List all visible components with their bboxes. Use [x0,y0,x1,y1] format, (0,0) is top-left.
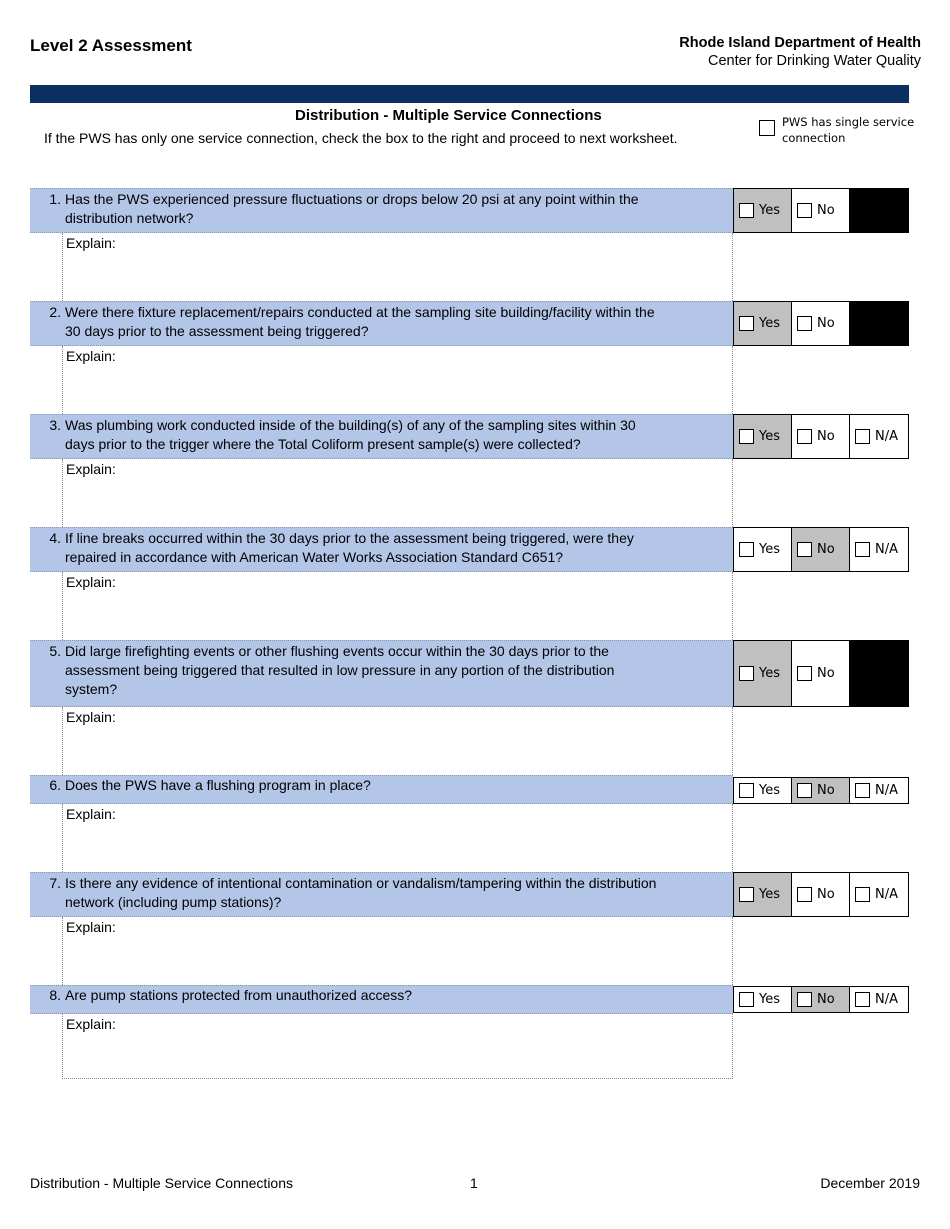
question-row-3 [30,414,733,459]
explain-label: Explain: [66,709,116,725]
single-connection-label: PWS has single service connection [782,115,915,145]
question-row-4 [30,527,733,572]
na-option[interactable]: N/A [850,528,908,571]
yes-option[interactable]: Yes [734,778,792,803]
form-title: Level 2 Assessment [30,36,192,55]
no-option[interactable]: No [792,189,850,232]
question-row-6 [30,775,733,804]
na-checkbox[interactable] [855,992,870,1007]
explain-label: Explain: [66,1016,116,1032]
question-number: 1. [49,191,61,207]
no-checkbox[interactable] [797,542,812,557]
single-connection-option[interactable] [759,114,917,146]
question-number: 6. [49,777,61,793]
question-row-1 [30,188,733,233]
na-checkbox[interactable] [855,429,870,444]
yes-checkbox[interactable] [739,666,754,681]
na-option[interactable]: N/A [850,987,908,1012]
header-org-block [679,34,921,71]
question-text: Was plumbing work conducted inside of the building(s) of any of the sampling sites within 30 days prior to the trigger where the Total Coliform present sample(s) were collected? [65,417,636,452]
org-center: Center for Drinking Water Quality [707,53,921,69]
explain-label: Explain: [66,461,116,477]
explain-label: Explain: [66,235,116,251]
explain-box-1[interactable] [62,233,733,301]
yes-option[interactable]: Yes [734,528,792,571]
question-row-2 [30,301,733,346]
na-blocked-cell [850,189,908,232]
yes-checkbox[interactable] [739,783,754,798]
question-number: 4. [49,530,61,546]
explain-label: Explain: [66,806,116,822]
no-checkbox[interactable] [797,887,812,902]
no-checkbox[interactable] [797,992,812,1007]
answer-group-1 [733,188,909,233]
header-band [30,85,909,103]
question-number: 7. [49,875,61,891]
yes-checkbox[interactable] [739,542,754,557]
yes-checkbox[interactable] [739,992,754,1007]
single-connection-checkbox[interactable] [759,120,775,136]
explain-box-6[interactable] [62,804,733,872]
answer-group-8 [733,986,909,1013]
yes-option[interactable]: Yes [734,189,792,232]
footer-section-name: Distribution - Multiple Service Connections [30,1175,293,1191]
yes-option[interactable]: Yes [734,873,792,916]
question-text: Does the PWS have a flushing program in place? [65,777,371,793]
question-row-5 [30,640,733,707]
answer-group-4 [733,527,909,572]
explain-box-4[interactable] [62,572,733,640]
question-text: Were there fixture replacement/repairs conducted at the sampling site building/facility within the 30 days prior to the assessment being triggered? [65,304,655,339]
no-checkbox[interactable] [797,316,812,331]
question-text: Is there any evidence of intentional contamination or vandalism/tampering within the distribution network (including pump stations)? [65,875,657,910]
question-number: 5. [49,643,61,659]
no-option[interactable]: No [792,873,850,916]
na-blocked-cell [850,641,908,706]
question-row-7 [30,872,733,917]
org-name: Rhode Island Department of Health [679,35,921,51]
yes-option[interactable]: Yes [734,302,792,345]
na-checkbox[interactable] [855,783,870,798]
section-intro: If the PWS has only one service connection, check the box to the right and proceed to next worksheet. [44,130,678,146]
question-text: Has the PWS experienced pressure fluctuations or drops below 20 psi at any point within the distribution network? [65,191,639,226]
no-option[interactable]: No [792,415,850,458]
yes-option[interactable]: Yes [734,987,792,1012]
explain-box-3[interactable] [62,459,733,527]
question-text: If line breaks occurred within the 30 days prior to the assessment being triggered, were they repaired in accordance with American Water Works Association Standard C651? [65,530,634,565]
question-text: Are pump stations protected from unauthorized access? [65,987,413,1003]
no-option[interactable]: No [792,528,850,571]
no-option[interactable]: No [792,778,850,803]
footer-date: December 2019 [820,1175,920,1191]
answer-group-5 [733,640,909,707]
yes-checkbox[interactable] [739,887,754,902]
footer-page-number: 1 [470,1175,478,1191]
no-checkbox[interactable] [797,203,812,218]
explain-box-7[interactable] [62,917,733,985]
answer-group-2 [733,301,909,346]
explain-label: Explain: [66,574,116,590]
answer-group-3 [733,414,909,459]
question-number: 3. [49,417,61,433]
answer-group-7 [733,872,909,917]
no-option[interactable]: No [792,302,850,345]
no-option[interactable]: No [792,641,850,706]
answer-group-6 [733,777,909,804]
explain-box-2[interactable] [62,346,733,414]
yes-option[interactable]: Yes [734,415,792,458]
question-text: Did large firefighting events or other flushing events occur within the 30 days prior to the assessment being triggered that resulted in low pressure in any portion of the distribution system? [65,643,615,697]
na-checkbox[interactable] [855,887,870,902]
question-number: 8. [49,987,61,1003]
na-option[interactable]: N/A [850,778,908,803]
na-checkbox[interactable] [855,542,870,557]
explain-box-5[interactable] [62,707,733,775]
yes-option[interactable]: Yes [734,641,792,706]
no-checkbox[interactable] [797,429,812,444]
no-option[interactable]: No [792,987,850,1012]
no-checkbox[interactable] [797,783,812,798]
explain-label: Explain: [66,919,116,935]
na-option[interactable]: N/A [850,415,908,458]
yes-checkbox[interactable] [739,203,754,218]
no-checkbox[interactable] [797,666,812,681]
question-number: 2. [49,304,61,320]
yes-checkbox[interactable] [739,429,754,444]
section-title: Distribution - Multiple Service Connections [295,107,602,124]
na-blocked-cell [850,302,908,345]
question-row-8 [30,985,733,1014]
explain-box-8[interactable] [62,1014,733,1079]
explain-label: Explain: [66,348,116,364]
yes-checkbox[interactable] [739,316,754,331]
na-option[interactable]: N/A [850,873,908,916]
